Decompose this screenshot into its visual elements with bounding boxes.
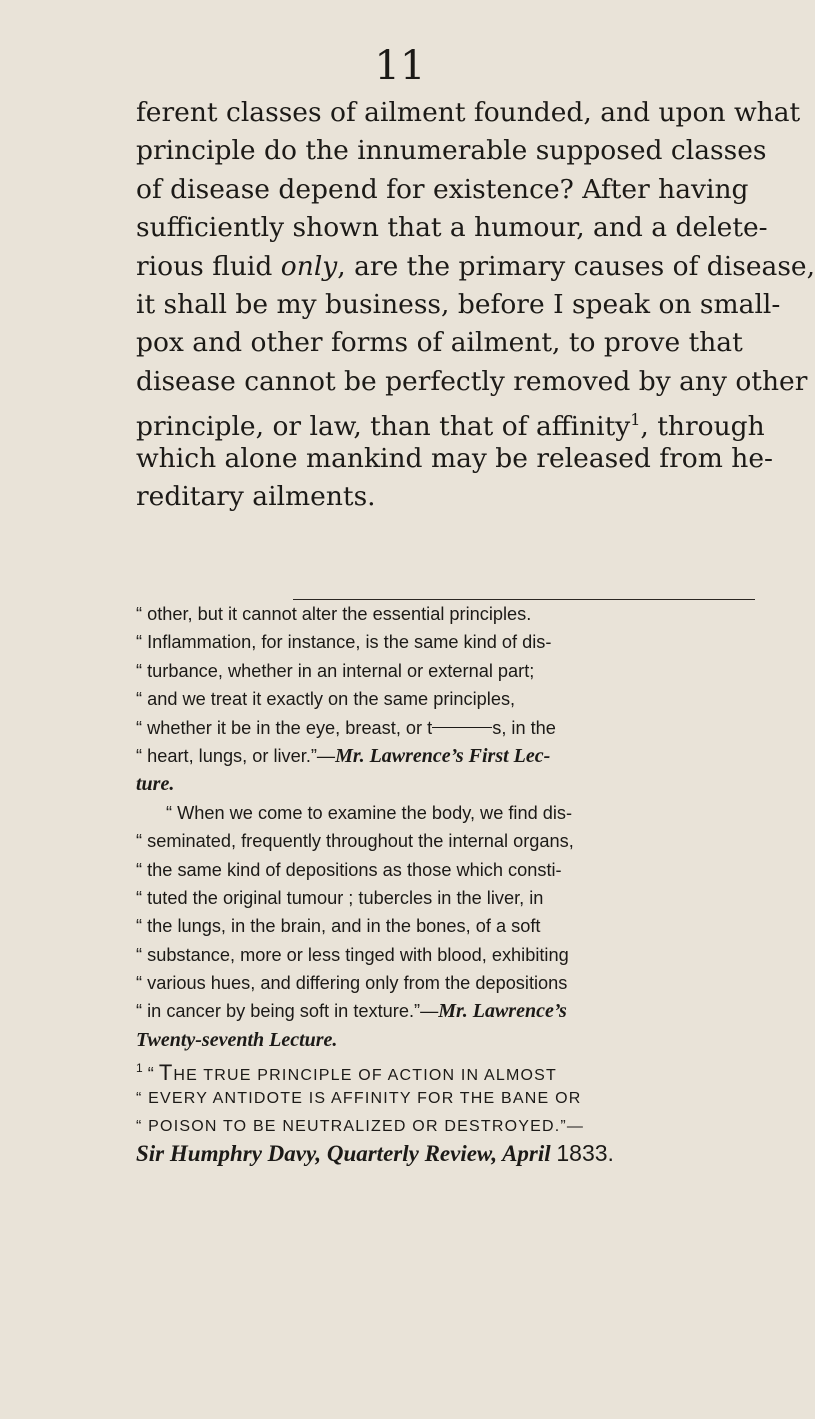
main-line: principle do the innumerable supposed classes (136, 135, 767, 167)
footnote-marker: 1 (136, 1061, 143, 1076)
omission-dash (432, 727, 492, 728)
footnote-marker: 1 (630, 410, 641, 430)
note-text: “ whether it be in the eye, breast, or t (136, 717, 433, 738)
main-line: which alone mankind may be released from he- (136, 442, 773, 474)
main-line (136, 401, 765, 443)
note-line: “ the lungs, in the brain, and in the bones, of a soft (136, 916, 541, 937)
note-line (136, 1054, 761, 1086)
main-line: it shall be my business, before I speak on small- (136, 288, 781, 320)
note-line (136, 770, 761, 798)
note-text: “ (142, 1064, 159, 1085)
small-caps-initial: T (158, 1060, 174, 1086)
note-line (136, 714, 761, 742)
note-line (136, 1083, 761, 1111)
citation-year: 1833. (556, 1140, 614, 1167)
citation: Mr. Lawrence’s (438, 1000, 567, 1023)
main-line: sufficiently shown that a humour, and a delete- (136, 212, 768, 244)
main-line-text: principle, or law, than that of affinity (136, 411, 631, 443)
note-line: “ turbance, whether in an internal or external part; (136, 660, 535, 681)
emphasis-only: only (280, 250, 338, 282)
note-line (136, 997, 761, 1025)
citation: Sir Humphry Davy, Quarterly Review, April (136, 1141, 557, 1167)
note-line: “ Inflammation, for instance, is the same kind of dis- (136, 632, 552, 653)
note-line (136, 742, 761, 770)
main-line: of disease depend for existence? After having (136, 173, 749, 205)
note-line: “ substance, more or less tinged with blood, exhibiting (136, 944, 569, 965)
note-line: “ various hues, and differing only from the depositions (136, 973, 568, 994)
footnotes (136, 600, 761, 1168)
note-line: “ When we come to examine the body, we find dis- (166, 802, 573, 823)
note-line (136, 1026, 761, 1054)
citation: Mr. Lawrence’s First Lec- (335, 744, 551, 767)
small-caps-text: “ EVERY ANTIDOTE IS AFFINITY FOR THE BANE OR (136, 1089, 582, 1107)
note-line (136, 1111, 761, 1139)
note-text: “ heart, lungs, or liver.”— (136, 745, 336, 766)
main-line-text: rious fluid (136, 250, 281, 282)
note-line: “ and we treat it exactly on the same principles, (136, 689, 516, 710)
main-line: disease cannot be perfectly removed by any other (136, 365, 808, 397)
main-line (136, 248, 815, 286)
main-line: pox and other forms of ailment, to prove that (136, 327, 743, 359)
note-text: s, in the (492, 717, 556, 738)
main-text (136, 94, 815, 516)
note-line: “ other, but it cannot alter the essential principles. (136, 604, 532, 624)
small-caps-text: HE TRUE PRINCIPLE OF ACTION IN ALMOST (173, 1067, 558, 1085)
note-line (136, 1139, 761, 1167)
page-number: 11 (374, 43, 426, 89)
main-line-text: , are the primary causes of disease, (337, 250, 815, 282)
note-line: “ the same kind of depositions as those which consti- (136, 859, 562, 880)
small-caps-text: “ POISON TO BE NEUTRALIZED OR DESTROYED.”— (136, 1118, 585, 1136)
main-line: ferent classes of ailment founded, and upon what (136, 97, 801, 128)
note-line: “ tuted the original tumour ; tubercles in the liver, in (136, 887, 544, 908)
main-line: reditary ailments. (136, 480, 376, 512)
note-text: “ in cancer by being soft in texture.”— (136, 1001, 439, 1022)
note-line: “ seminated, frequently throughout the internal organs, (136, 831, 574, 852)
citation: Twenty-seventh Lecture. (136, 1028, 338, 1051)
main-line-text: , through (640, 411, 765, 443)
citation: ture. (136, 773, 175, 796)
